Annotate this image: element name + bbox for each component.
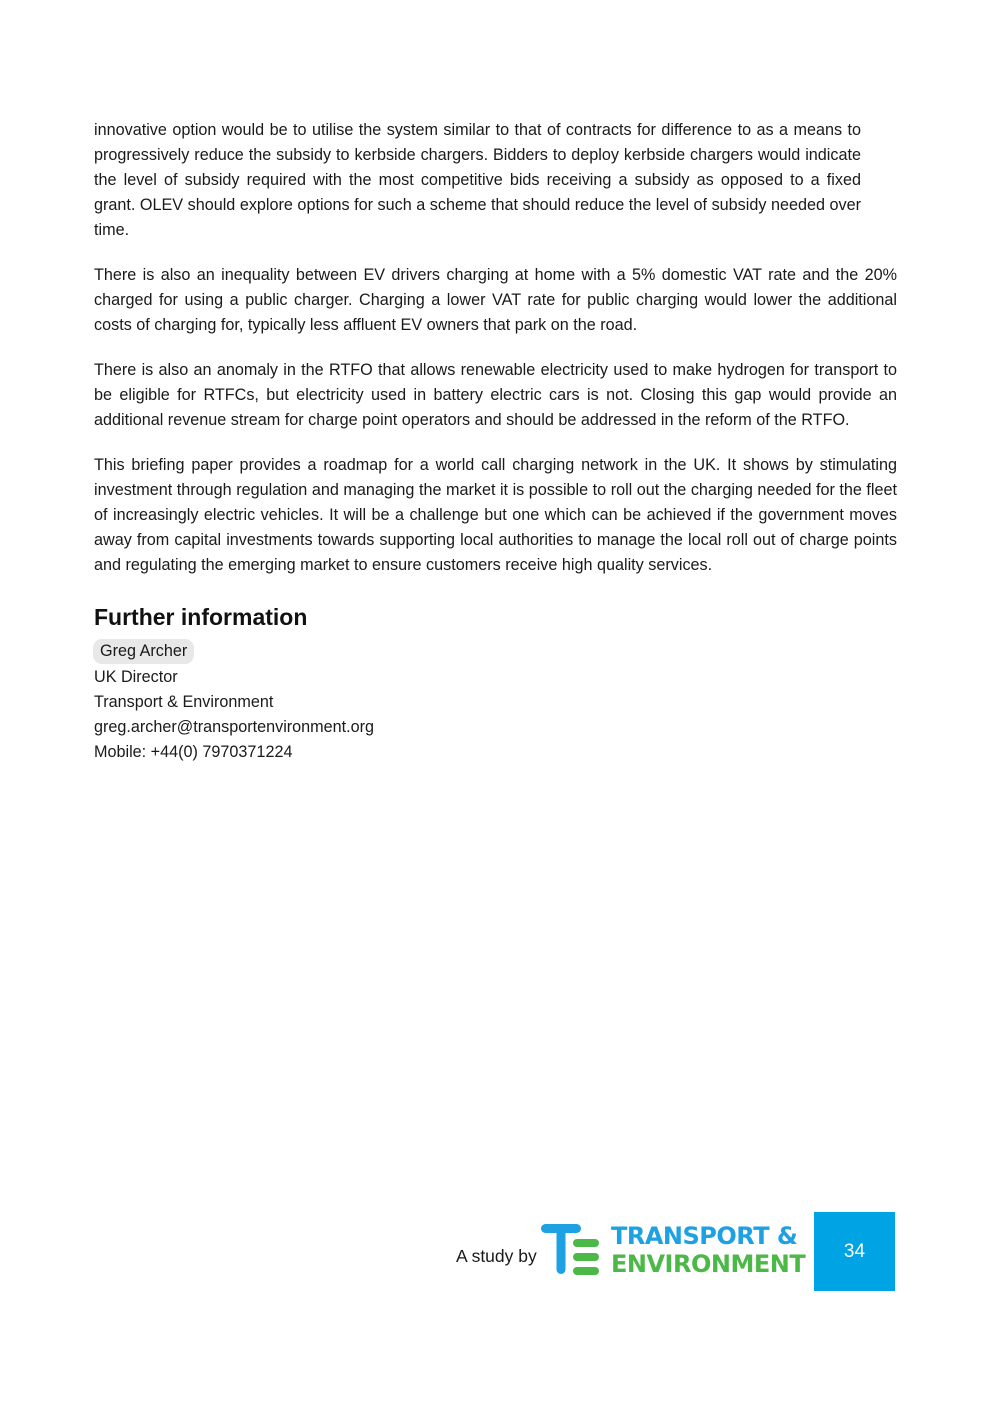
contact-role: UK Director xyxy=(94,668,178,686)
logo-line-transport: TRANSPORT & xyxy=(611,1222,798,1250)
paragraph-rtfo: There is also an anomaly in the RTFO that allows renewable electricity used to make hydrogen for transport to be eligible for RTFCs, but electricity used in battery electric cars is not. Closing this gap would provide an additional revenue stream for charge point operators and should be addressed in the reform of the RTFO. xyxy=(94,361,897,429)
main-content xyxy=(94,118,897,765)
paragraph-vat: There is also an inequality between EV drivers charging at home with a 5% domestic VAT rate and the 20% charged for using a public charger. Charging a lower VAT rate for public charging would lower the additional costs of charging for, typically less affluent EV owners that park on the road. xyxy=(94,266,897,334)
contact-organisation: Transport & Environment xyxy=(94,693,274,711)
paragraph-conclusion: This briefing paper provides a roadmap for a world call charging network in the UK. It shows by stimulating investment through regulation and managing the market it is possible to roll out the charging needed for the fleet of increasingly electric vehicles. It will be a challenge but one which can be achieved if the government moves away from capital investments towards supporting local authorities to manage the local roll out of charge points and regulating the emerging market to ensure customers receive high quality services. xyxy=(94,456,897,574)
contact-mobile: Mobile: +44(0) 7970371224 xyxy=(94,743,293,761)
page-footer xyxy=(0,1212,993,1291)
paragraph-subsidy: innovative option would be to utilise the system similar to that of contracts for difference to as a means to progressively reduce the subsidy to kerbside chargers. Bidders to deploy kerbside chargers would indicate the level of subsidy required with the most competitive bids receiving a subsidy as opposed to a fixed grant. OLEV should explore options for such a scheme that should reduce the level of subsidy needed over time. xyxy=(94,121,861,239)
contact-block xyxy=(94,639,897,765)
te-logo-icon xyxy=(541,1224,601,1276)
study-by-label: A study by xyxy=(456,1246,537,1266)
further-information-heading: Further information xyxy=(94,604,308,630)
contact-email-link[interactable]: greg.archer@transportenvironment.org xyxy=(94,718,375,736)
page-number: 34 xyxy=(843,1240,866,1262)
te-logo-wordmark xyxy=(611,1222,805,1278)
logo-line-environment: ENVIRONMENT xyxy=(611,1250,806,1278)
page-number-box xyxy=(814,1212,895,1291)
contact-name: Greg Archer xyxy=(93,639,194,664)
